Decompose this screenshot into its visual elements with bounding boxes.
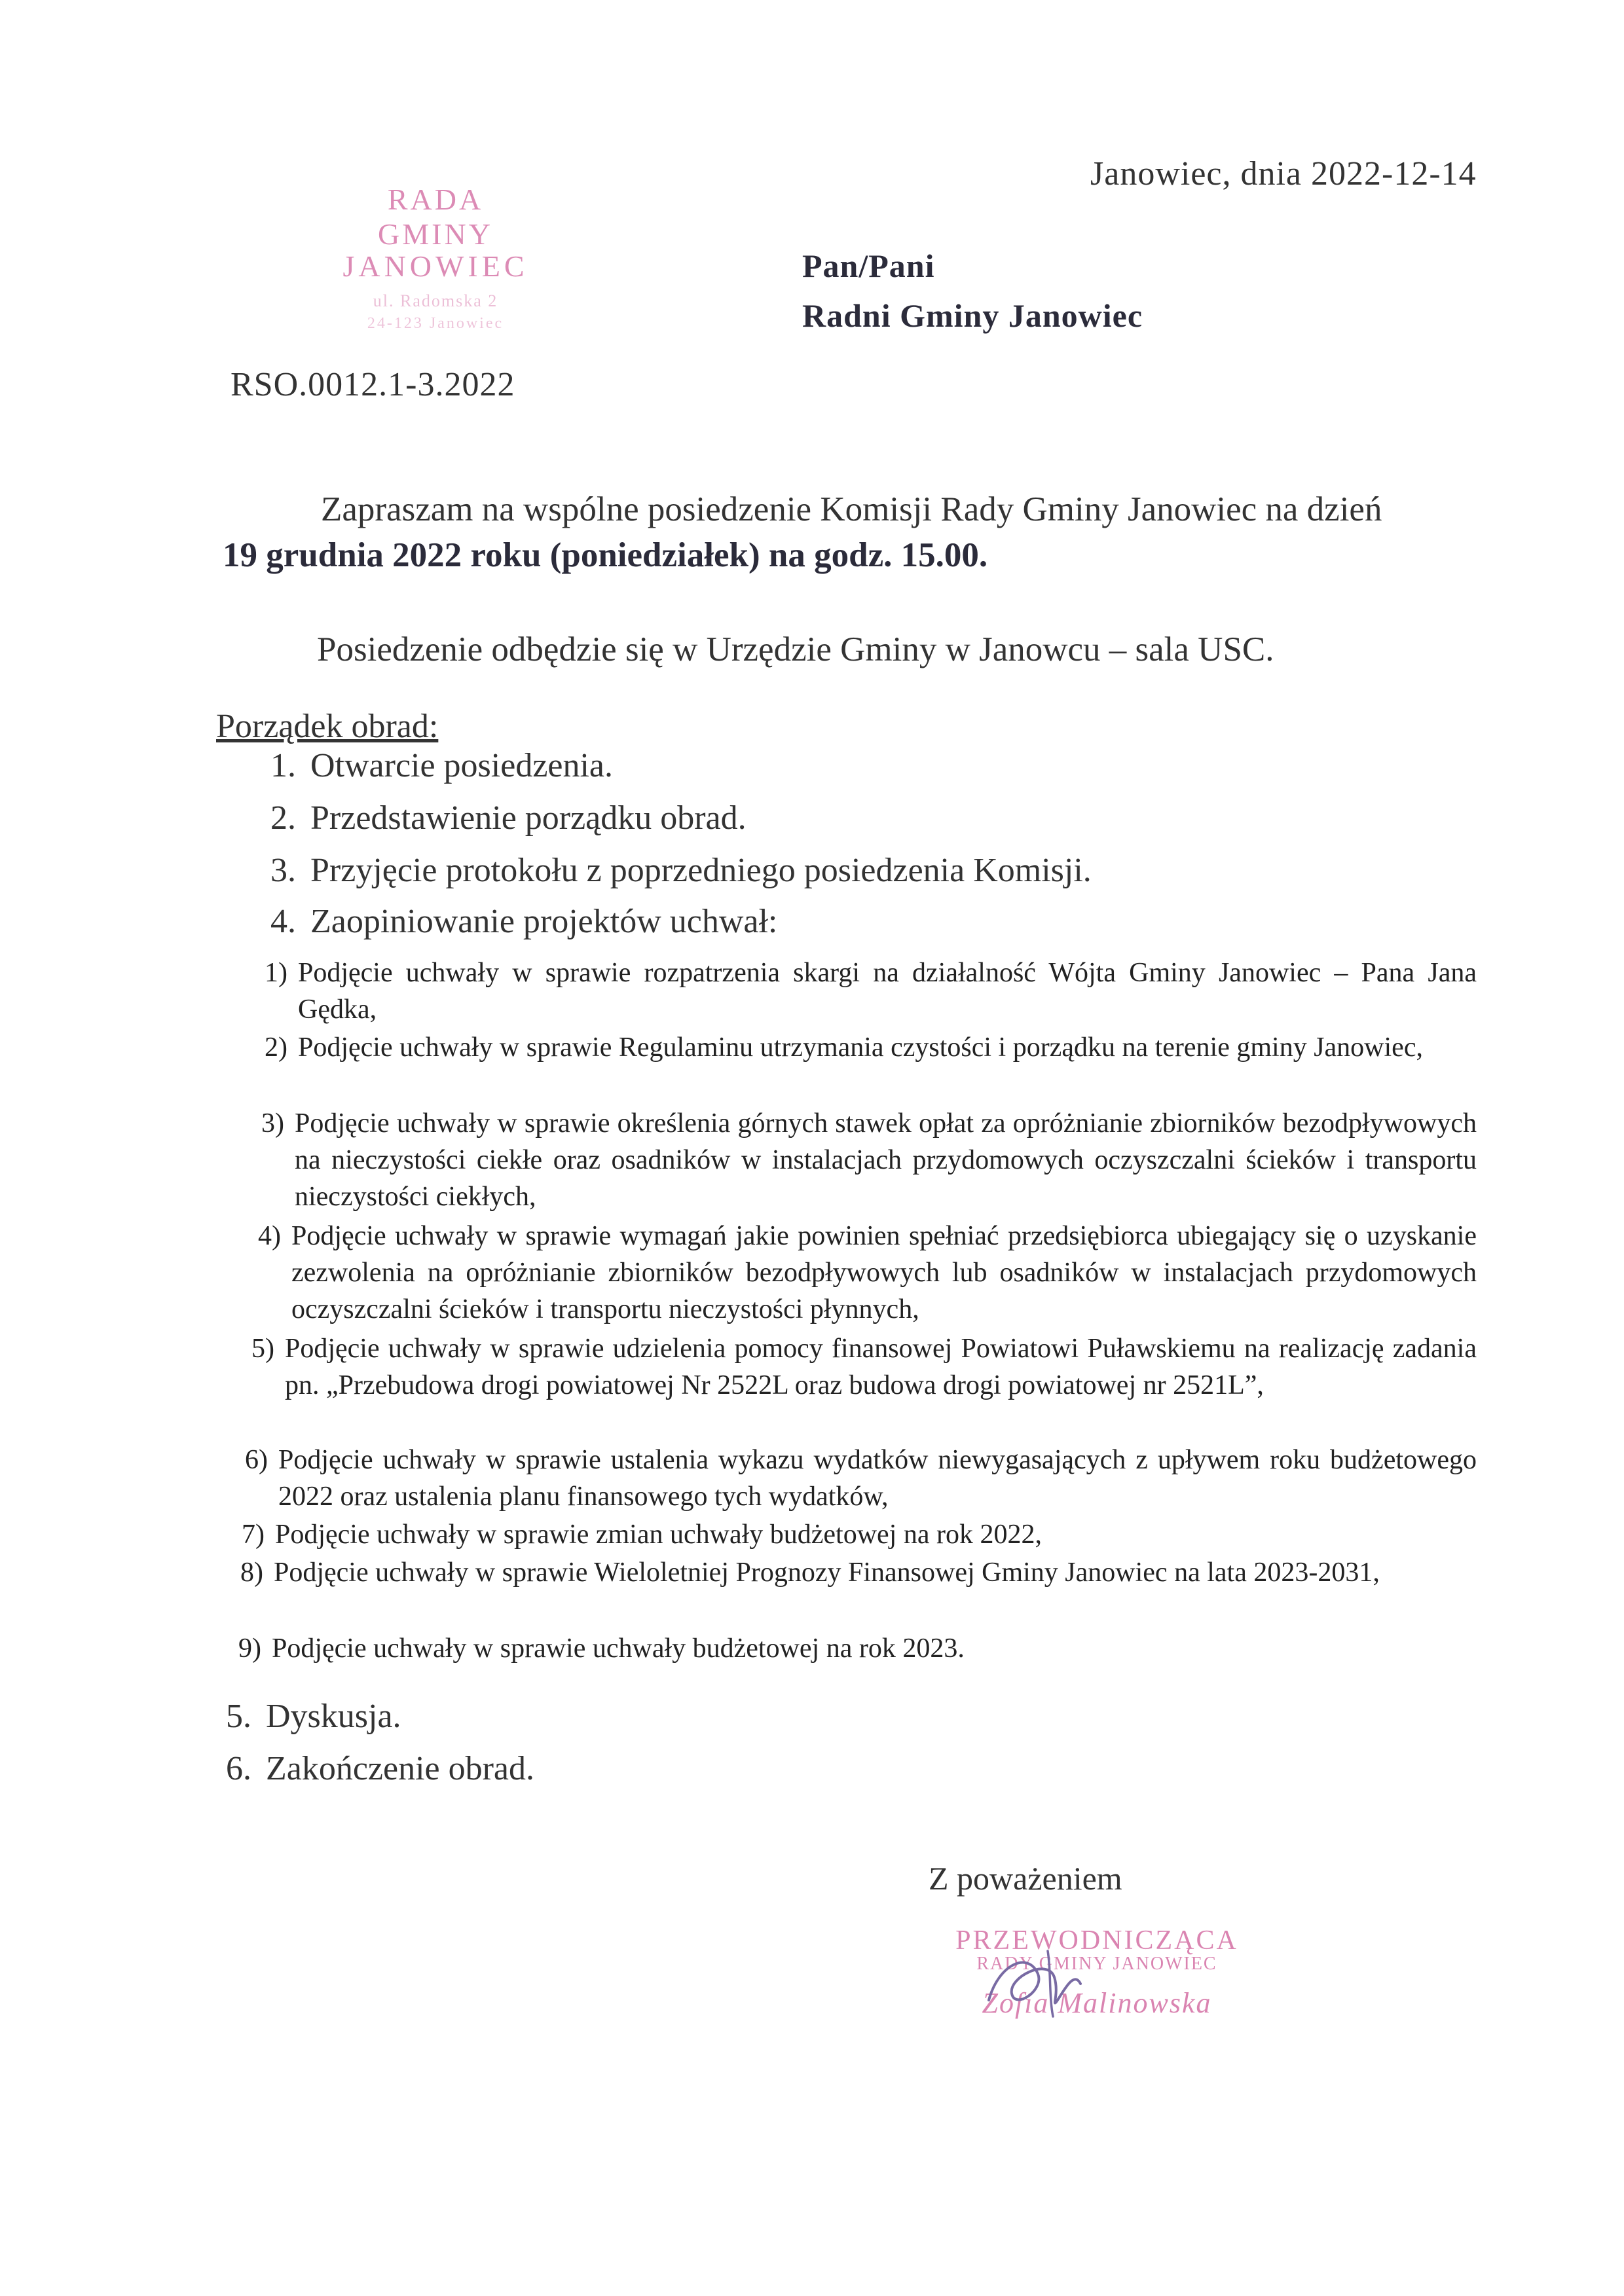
resolution-item bbox=[265, 955, 1477, 1028]
resolution-number: 6) bbox=[245, 1445, 268, 1475]
agenda-item bbox=[250, 902, 777, 941]
resolution-item bbox=[261, 1105, 1477, 1215]
agenda-item-text: Zaopiniowanie projektów uchwał: bbox=[310, 903, 778, 940]
invitation-line-1: Zapraszam na wspólne posiedzenie Komisji Rady Gminy Janowiec na dzień bbox=[321, 490, 1382, 528]
resolution-item bbox=[242, 1516, 1477, 1553]
resolution-text: Podjęcie uchwały w sprawie udzielenia pomocy finansowej Powiatowi Puławskiemu na realizację zadania pn. „Przebudowa drogi powiatowej Nr 2522L oraz budowa drogi powiatowej nr 2521L”, bbox=[285, 1334, 1477, 1400]
stamp-line-2: JANOWIEC bbox=[342, 249, 528, 283]
resolution-text: Podjęcie uchwały w sprawie zmian uchwały budżetowej na rok 2022, bbox=[275, 1520, 1042, 1550]
agenda-item-text: Przedstawienie porządku obrad. bbox=[310, 799, 747, 837]
resolution-text: Podjęcie uchwały w sprawie ustalenia wykazu wydatków niewygasających z upływem roku budżetowego 2022 oraz ustalenia planu finansowego tych wydatków, bbox=[278, 1445, 1477, 1512]
resolution-item bbox=[238, 1630, 1477, 1667]
stamp-line-4: 24-123 Janowiec bbox=[367, 315, 504, 332]
agenda-item-text: Otwarcie posiedzenia. bbox=[310, 747, 614, 784]
agenda-title: Porządek obrad: bbox=[216, 708, 439, 745]
place-date: Janowiec, dnia 2022-12-14 bbox=[1090, 155, 1477, 192]
resolution-number: 4) bbox=[258, 1221, 281, 1251]
invitation-date: 19 grudnia 2022 roku (poniedziałek) na godz. 15.00. bbox=[223, 536, 988, 574]
stamp-line-1: RADA GMINY bbox=[378, 183, 493, 251]
resolution-item bbox=[240, 1554, 1477, 1591]
agenda-item-text: Dyskusja. bbox=[266, 1698, 401, 1735]
agenda-item-number: 5. bbox=[226, 1698, 251, 1735]
resolution-number: 2) bbox=[265, 1032, 287, 1063]
signature-stamp-body: RADY GMINY JANOWIEC bbox=[976, 1954, 1217, 1974]
agenda-item-number: 6. bbox=[226, 1750, 251, 1787]
agenda-item bbox=[250, 746, 613, 785]
resolution-text: Podjęcie uchwały w sprawie uchwały budżetowej na rok 2023. bbox=[272, 1633, 965, 1664]
signature-stamp-name: Zofia Malinowska bbox=[982, 1987, 1212, 2019]
signature-stamp-title: PRZEWODNICZĄCA bbox=[955, 1925, 1238, 1956]
reference-number: RSO.0012.1-3.2022 bbox=[231, 366, 515, 403]
agenda-item bbox=[250, 851, 1092, 890]
addressee-line-1: Pan/Pani bbox=[802, 247, 935, 284]
handwritten-signature-icon bbox=[976, 1938, 1107, 2023]
venue: Posiedzenie odbędzie się w Urzędzie Gminy w Janowcu – sala USC. bbox=[317, 630, 1274, 668]
resolution-text: Podjęcie uchwały w sprawie Regulaminu utrzymania czystości i porządku na terenie gminy Janowiec, bbox=[298, 1032, 1423, 1063]
agenda-item-number: 3. bbox=[270, 852, 296, 889]
stamp-line-3: ul. Radomska 2 bbox=[373, 291, 498, 310]
resolution-number: 5) bbox=[251, 1334, 274, 1364]
resolution-number: 7) bbox=[242, 1520, 265, 1550]
addressee bbox=[802, 241, 1143, 340]
resolution-number: 9) bbox=[238, 1633, 261, 1664]
resolution-text: Podjęcie uchwały w sprawie Wieloletniej Prognozy Finansowej Gminy Janowiec na lata 2023-2031, bbox=[274, 1558, 1380, 1588]
council-stamp bbox=[331, 182, 540, 333]
resolution-number: 3) bbox=[261, 1108, 284, 1139]
agenda-item bbox=[206, 1697, 401, 1736]
resolution-text: Podjęcie uchwały w sprawie rozpatrzenia skargi na działalność Wójta Gminy Janowiec – Pana Jana Gędka, bbox=[298, 958, 1477, 1025]
agenda-item-text: Zakończenie obrad. bbox=[266, 1750, 535, 1787]
resolution-number: 8) bbox=[240, 1558, 263, 1588]
resolution-text: Podjęcie uchwały w sprawie wymagań jakie powinien spełniać przedsiębiorca ubiegający się o uzyskanie zezwolenia na opróżnianie zbiorników bezodpływowych lub osadników w instalacjach przydomowych oczyszczalni ścieków i transportu nieczystości płynnych, bbox=[291, 1221, 1477, 1324]
resolution-item bbox=[251, 1330, 1477, 1404]
agenda-item bbox=[250, 799, 747, 837]
signature-stamp bbox=[943, 1925, 1251, 2020]
resolution-number: 1) bbox=[265, 958, 287, 988]
agenda-item-number: 4. bbox=[270, 903, 296, 940]
agenda-item bbox=[206, 1749, 534, 1788]
resolution-text: Podjęcie uchwały w sprawie określenia górnych stawek opłat za opróżnianie zbiorników bezodpływowych na nieczystości ciekłe oraz osadników w instalacjach przydomowych oczyszczalni ścieków i transportu nieczystości ciekłych, bbox=[295, 1108, 1477, 1212]
resolution-item bbox=[245, 1442, 1477, 1515]
agenda-item-number: 2. bbox=[270, 799, 296, 837]
agenda-item-number: 1. bbox=[270, 747, 296, 784]
addressee-line-2: Radni Gminy Janowiec bbox=[802, 297, 1143, 334]
resolution-item bbox=[265, 1029, 1477, 1066]
closing-salutation: Z poważeniem bbox=[929, 1860, 1122, 1897]
resolution-item bbox=[258, 1218, 1477, 1328]
agenda-item-text: Przyjęcie protokołu z poprzedniego posiedzenia Komisji. bbox=[310, 852, 1092, 889]
